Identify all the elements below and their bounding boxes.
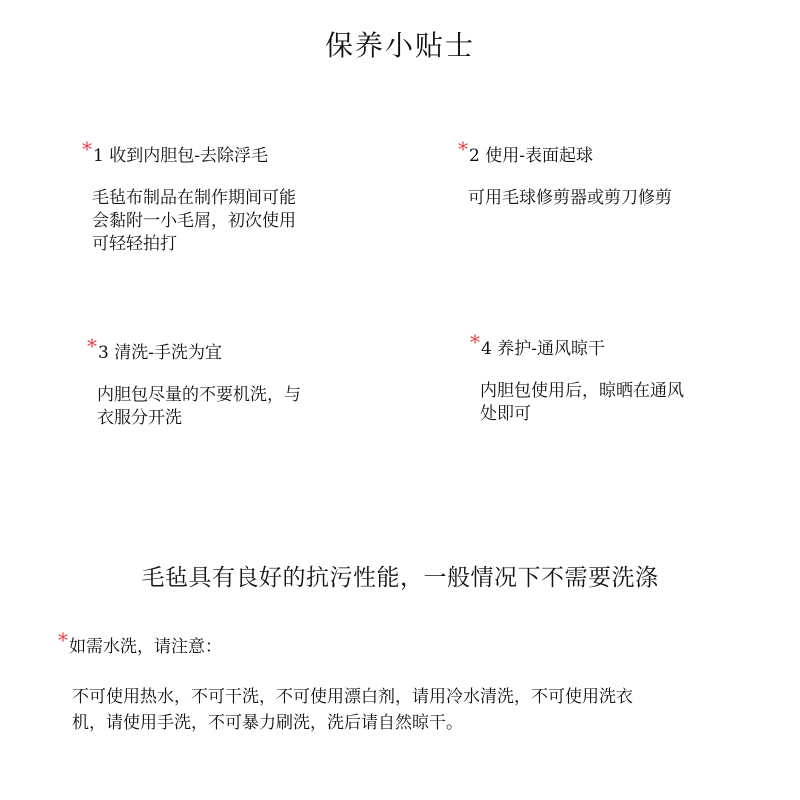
asterisk-icon: * [470,330,480,354]
tip-heading [458,137,672,167]
wash-notice [58,628,222,658]
tip-body [480,380,684,426]
tip-2 [458,137,672,210]
tip-body-line: 可轻轻拍打 [92,234,177,254]
tip-body-line: 衣服分开洗 [97,408,182,428]
notice-heading-text: 如需水洗，请注意： [69,637,222,657]
tip-3 [87,334,301,430]
tip-body [92,187,296,256]
asterisk-icon: * [58,628,68,652]
tip-1 [82,137,296,256]
tip-heading-text: 4 养护-通风晾干 [481,339,605,359]
asterisk-icon: * [458,137,468,161]
tip-body-line: 内胆包使用后，晾晒在通风 [480,381,684,401]
tip-body-line: 处即可 [480,404,531,424]
tip-heading-text: 3 清洗-手洗为宜 [98,343,222,363]
notice-heading [58,628,222,658]
tip-body [468,187,672,210]
tip-4 [470,330,684,426]
notice-body-line: 机，请使用手洗，不可暴力刷洗，洗后请自然晾干。 [72,713,463,733]
tip-heading [470,330,684,360]
tip-heading [82,137,296,167]
tip-body-line: 内胆包尽量的不要机洗，与 [97,385,301,405]
asterisk-icon: * [87,334,97,358]
notice-body-line: 不可使用热水，不可干洗，不可使用漂白剂，请用冷水清洗，不可使用洗衣 [72,687,633,707]
asterisk-icon: * [82,137,92,161]
tip-heading [87,334,301,364]
tip-body-line: 可用毛球修剪器或剪刀修剪 [468,188,672,208]
page-title: 保养小贴士 [324,29,475,62]
notice-body [72,684,772,736]
stain-resistance-banner: 毛毡具有良好的抗污性能，一般情况下不需要洗涤 [141,565,659,591]
tip-heading-text: 2 使用-表面起球 [469,146,593,166]
tip-body [97,384,301,430]
tip-body-line: 毛毡布制品在制作期间可能 [92,188,296,208]
tip-body-line: 会黏附一小毛屑，初次使用 [92,211,296,231]
tip-heading-text: 1 收到内胆包-去除浮毛 [93,146,268,166]
